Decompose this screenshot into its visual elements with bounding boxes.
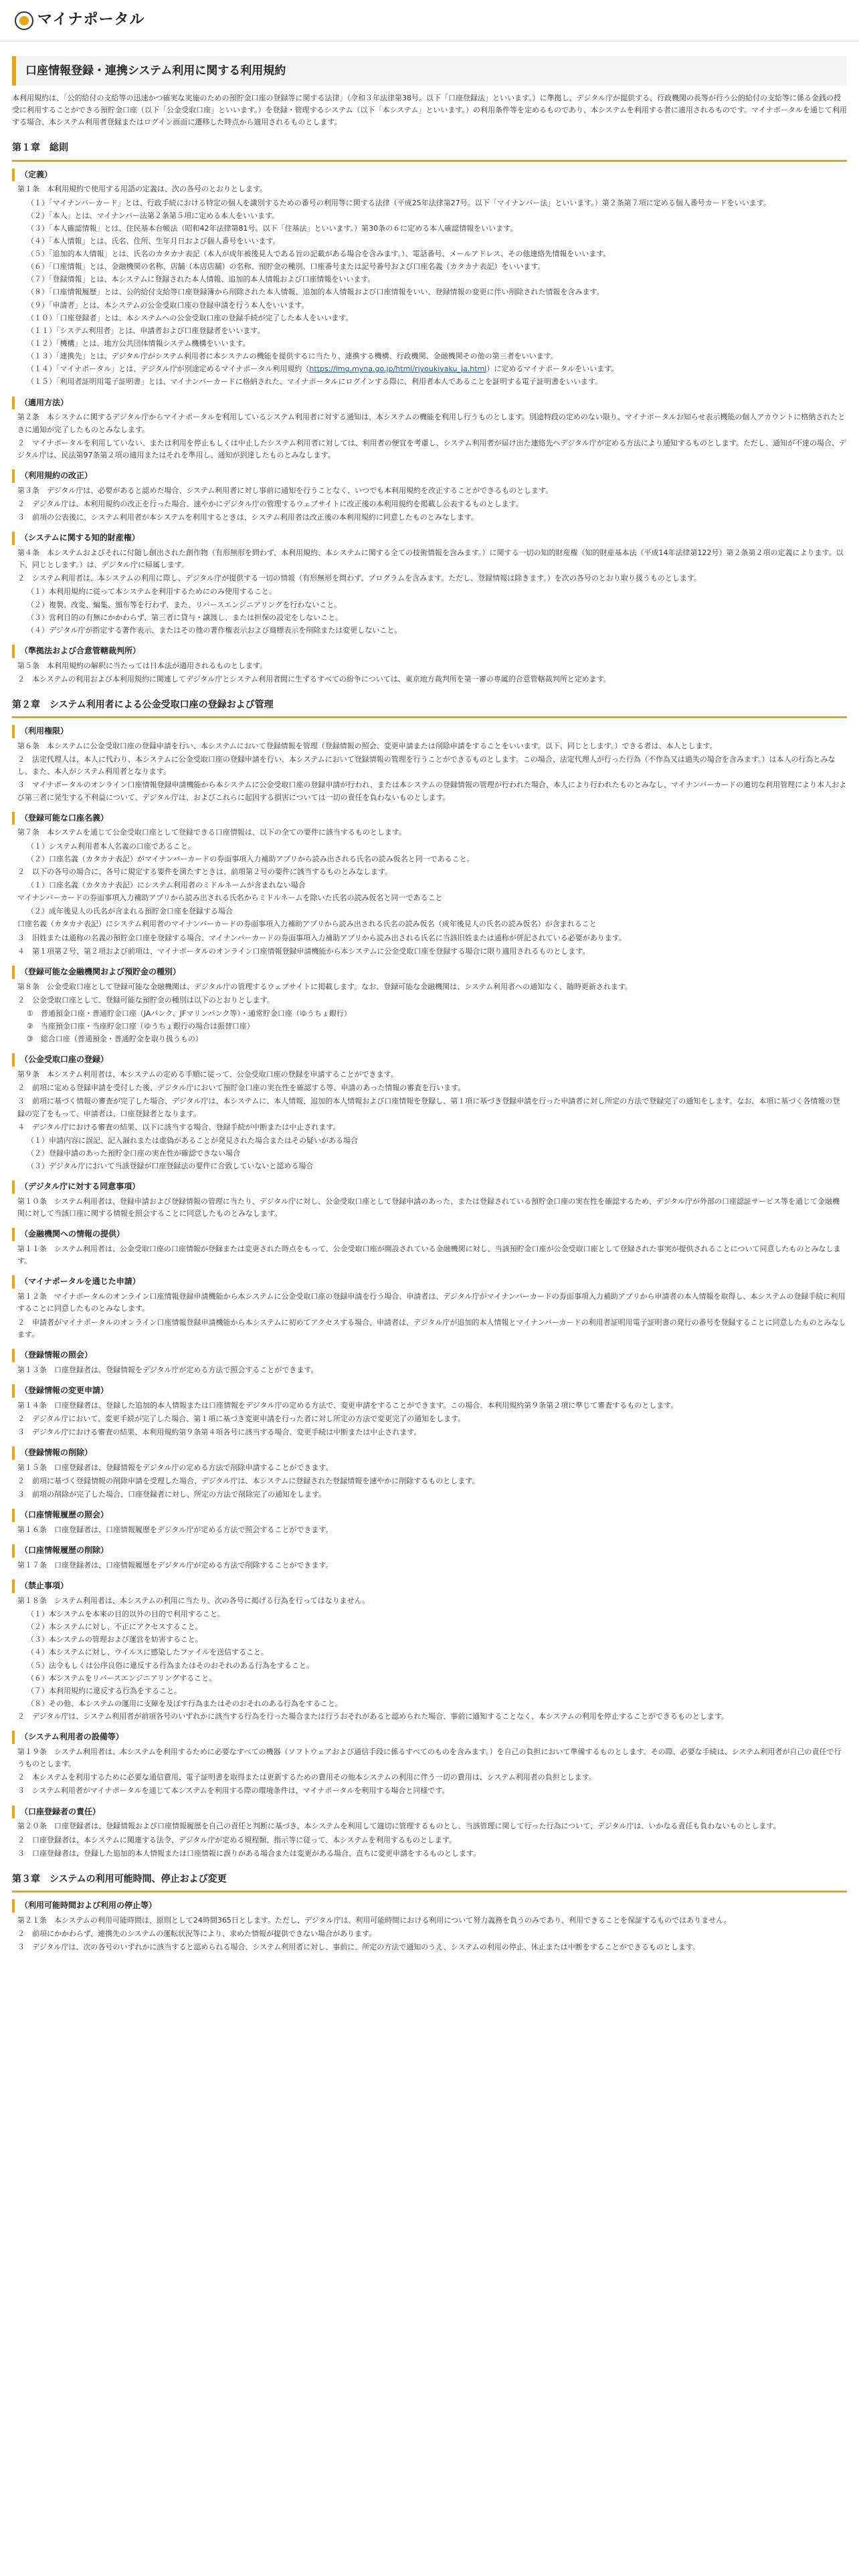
article-item: （１）「マイナンバーカード」とは、行政手続における特定の個人を識別するための番号の利用等に関する法律（平成25年法律第27号。以下「マイナンバー法」といいます。）第２条第７項に定める個人番号カードをいいます。	[27, 198, 771, 207]
article-paragraph: 第１２条 マイナポータルのオンライン口座情報登録申請機能から本システムに公金受取口座の登録申請を行う場合、申請者は、デジタル庁がマイナンバーカードの券面事項入力補助アプリから申請者の本人情報を取得し、本システムの登録手続に利用することに同意したものとみなします。	[17, 1292, 846, 1313]
article-heading: （デジタル庁に対する同意事項）	[12, 1180, 847, 1194]
article-paragraph: 口座名義（カタカナ表記）にシステム利用者のマイナンバーカードの券面事項入力補助アプリから読み出される氏名の読み仮名（成年後見人の氏名の読み仮名）が含まれること	[17, 920, 597, 929]
article-paragraph: 第１８条 システム利用者は、本システムの利用に当たり、次の各号に掲げる行為を行ってはなりません。	[17, 1596, 370, 1605]
article-item: （４）「本人情報」とは、氏名、住所、生年月日および個人番号をいいます。	[27, 236, 280, 245]
article-paragraph: 第１７条 口座登録者は、口座情報履歴をデジタル庁が定める方法で削除することができます。	[17, 1560, 333, 1570]
article-paragraph: ２ システム利用者は、本システムの利用に際し、デジタル庁が提供する一切の情報（有形無形を問わず、プログラムを含みます。ただし、登録情報は除きます。）を次の各号のとおり取り扱うものとします。	[17, 574, 702, 583]
article	[12, 645, 847, 685]
article-paragraph: 第１１条 システム利用者は、公金受取口座の口座情報が登録または変更された時点をもって、公金受取口座が開設されている金融機関に対し、当該預貯金口座が公金受取口座として登録された事実が提供されることについて同意したものとみなします。	[17, 1245, 841, 1266]
article-item: （４）デジタル庁が指定する著作表示、またはその他の著作権表示および商標表示を削除または変更しないこと。	[27, 625, 402, 635]
article-item: （１）本システムを本来の目的以外の目的で利用すること。	[27, 1609, 225, 1618]
article	[12, 1544, 847, 1572]
article-paragraph: ３ 口座登録者は、登録した追加的本人情報または口座情報に誤りがある場合または変更がある場合、直ちに変更申請をするものとします。	[17, 1848, 481, 1858]
article-item: （２）「本人」とは、マイナンバー法第２条第５項に定める本人をいいます。	[27, 211, 280, 220]
article-item: （４）本システムに対し、ウイルスに感染したファイルを送信すること。	[27, 1648, 269, 1657]
article-item: （１）口座名義（カタカナ表記）にシステム利用者のミドルネームが含まれない場合	[27, 881, 306, 889]
article-item: （３）「本人確認情報」とは、住民基本台帳法（昭和42年法律第81号。以下「住基法」といいます。）第30条の６に定める本人確認情報をいいます。	[27, 223, 518, 233]
article-item: （９）「申請者」とは、本システムの公金受取口座の登録申請を行う本人をいいます。	[27, 300, 309, 310]
article-paragraph: ２ 申請者がマイナポータルのオンライン口座情報登録申請機能から本システムに初めてアクセスする場合、申請者は、デジタル庁が追加的本人情報とマイナンバーカードの利用者証明用電子証明書の発行の番号を登録することに同意したものとみなします。	[17, 1317, 846, 1339]
article-heading: （システムに関する知的財産権）	[12, 532, 847, 545]
article-item: ② 当座預金口座・当座貯金口座（ゆうちょ銀行の場合は振替口座）	[27, 1022, 254, 1031]
article-heading: （利用権限）	[12, 725, 847, 738]
article-paragraph: 第１５条 口座登録者は、登録情報をデジタル庁の定める方法で削除申請することができます。	[17, 1463, 333, 1472]
article-item: （１）システム利用者本人名義の口座であること。	[27, 841, 195, 851]
article-paragraph: ３ 前項に基づく情報の審査が完了した場合、デジタル庁は、本システムに、本人情報、追加的本人情報および口座情報を登録し、第１項に基づき登録申請を行った申請者に対し所定の方法で登録完了の通知をします。なお、本項に基づく各情報の登録の完了をもって、申請者は、口座登録者となります。	[17, 1097, 840, 1118]
article-paragraph: 第１０条 システム利用者は、登録申請および登録情報の管理に当たり、デジタル庁に対し、公金受取口座として登録申請のあった、または登録されている預貯金口座の実在性を確認するため、デジタル庁が外部の口座認証サービス等を通じて金融機関に対して当該口座に関する情報を照会することに同意したものとみなします。	[17, 1197, 840, 1218]
article-paragraph: ２ デジタル庁は、本利用規約の改正を行った場合、速やかにデジタル庁の管理するウェブサイトに改正後の本利用規約を掲載し公表するものとします。	[17, 499, 523, 508]
article-item: （８）「口座情報履歴」とは、公的給付支給等口座登録簿から削除された本人情報、追加的本人情報および口座情報をいい、登録情報の変更に伴い削除された情報を含みます。	[27, 288, 604, 297]
article-heading: （口座登録者の責任）	[12, 1806, 847, 1819]
article-heading: （利用可能時間および利用の停止等）	[12, 1899, 847, 1913]
article-heading: （登録可能な口座名義）	[12, 812, 847, 825]
article-item: （７）本利用規約に違反する行為をすること。	[27, 1686, 181, 1695]
mynaportal-logo-icon[interactable]	[15, 11, 33, 30]
article-paragraph: 第１４条 口座登録者は、登録した追加的本人情報または口座情報をデジタル庁の定める方法で、変更申請をすることができます。この場合、本利用規約第９条第２項に準じて審査するものとします。	[17, 1400, 678, 1410]
article-item: （３）デジタル庁において当該登録が口座登録法の要件に合致していないと認める場合	[27, 1162, 314, 1171]
article-item: （５）「追加的本人情報」とは、氏名のカタカナ表記（本人が成年被後見人である旨の記載がある場合を含みます。）、電話番号、メールアドレス、その他連絡先情報をいいます。	[27, 249, 611, 259]
chapter-heading: 第１章 総則	[12, 140, 847, 161]
article-paragraph: 第３条 デジタル庁は、必要があると認めた場合、システム利用者に対し事前に通知を行うことなく、いつでも本利用規約を改正することができるものとします。	[17, 486, 553, 495]
article	[12, 1349, 847, 1376]
article-paragraph: ３ 前項の削除が完了した場合、口座登録者に対し、所定の方法で削除完了の通知をします。	[17, 1490, 326, 1499]
article-item: （１４）「マイナポータル」とは、デジタル庁が別途定めるマイナポータル利用規約（https://img.myna.go.jp/html/riyoukiyaku_ja.html）に定めるマイナポータルをいいます。	[27, 364, 619, 374]
article-paragraph: ２ 公金受取口座として、登録可能な預貯金の種別は以下のとおりとします。	[17, 995, 274, 1004]
article-item: （１３）「連携先」とは、デジタル庁がシステム利用者に本システムの機能を提供するに当たり、連携する機構、行政機関、金融機関その他の第三者をいいます。	[27, 352, 558, 361]
article-paragraph: ２ デジタル庁は、システム利用者が前項各号のいずれかに該当する行為を行った場合または行うおそれがあると認められた場合、事前に通知することなく、本システムの利用を停止することができるものとします。	[17, 1712, 729, 1721]
article-heading: （禁止事項）	[12, 1580, 847, 1593]
article-item: （５）法令もしくは公序良俗に違反する行為またはそのおそれのある行為をすること。	[27, 1660, 314, 1670]
article	[12, 1731, 847, 1797]
article-item: （２）登録申請のあった預貯金口座の実在性が確認できない場合	[27, 1148, 240, 1158]
article-item: （３）営利目的の有無にかかわらず、第三者に貸与・譲渡し、または担保の設定をしないこと。	[27, 613, 343, 622]
article-paragraph: 第２０条 口座登録者は、登録情報および口座情報履歴を自己の責任と判断に基づき、本システムを利用して適切に管理するものとし、当該管理に関して行った行為について、デジタル庁は、いかなる責任も負わないものとします。	[17, 1822, 781, 1831]
article-paragraph: ２ 前項に基づく登録情報の削除申請を受理した場合、デジタル庁は、本システムに登録された登録情報を速やかに削除するものとします。	[17, 1476, 480, 1485]
article	[12, 812, 847, 958]
article-heading: （システム利用者の設備等）	[12, 1731, 847, 1744]
article	[12, 1806, 847, 1860]
article-heading: （利用規約の改正）	[12, 469, 847, 483]
article-paragraph: ３ マイナポータルのオンライン口座情報登録申請機能から本システムに公金受取口座の登録申請が行われ、または本システムの登録情報の管理が行われた場合、本人により行われたものとみなし、マイナンバーカードの適切な利用管理により本人および第三者に発生する不利益について、デジタル庁は、およびこれらに起因する損害については一切の責任を負わないものとします。	[17, 780, 847, 802]
article-item: （１５）「利用者証明用電子証明書」とは、マイナンバーカードに格納された、マイナポータルにログインする際に、利用者本人であることを証明する電子証明書をいいます。	[27, 377, 603, 387]
article-paragraph: ２ 以下の各号の場合に、各号に規定する要件を満たすときは、前項第２号の要件に該当するものとみなします。	[17, 867, 393, 876]
terms-body	[12, 140, 847, 1953]
article-item: （２）本システムに対し、不正にアクセスすること。	[27, 1622, 203, 1632]
article-paragraph: 第９条 本システム利用者は、本システムの定める手順に従って、公金受取口座の登録を申請することができます。	[17, 1070, 398, 1079]
article	[12, 1228, 847, 1267]
article-paragraph: ３ システム利用者がマイナポータルを通じて本システムを利用する際の環境条件は、マイナポータルを利用する場合と同様です。	[17, 1786, 450, 1796]
article-paragraph: ２ マイナポータルを利用していない、または利用を停止もしくは中止したシステム利用者に対しては、利用者の便宜を考慮し、システム利用者が届け出た連絡先へデジタル庁が定める方法により通知するものとします。ただし、通知が不達の場合、デジタル庁は、民法第97条第２項の適用またはそれを準用し、通知が到達したものとみなします。	[17, 438, 847, 459]
article-heading: （マイナポータルを通じた申請）	[12, 1275, 847, 1289]
article-heading: （公金受取口座の登録）	[12, 1053, 847, 1067]
article-heading: （登録可能な金融機関および預貯金の種別）	[12, 966, 847, 979]
article-heading: （口座情報履歴の削除）	[12, 1544, 847, 1558]
article-paragraph: ３ 旧姓または通称の名義の預貯金口座を登録する場合、マイナンバーカードの券面事項入力補助アプリから読み出される氏名に当該旧姓または通称が併記されている必要があります。	[17, 933, 626, 942]
article-paragraph: ２ 前項に定める登録申請を受付した後、デジタル庁において預貯金口座の実在性を確認する等、申請のあった情報の審査を行います。	[17, 1083, 466, 1093]
article-item: （２）成年後見人の氏名が含まれる預貯金口座を登録する場合	[27, 907, 233, 916]
article	[12, 1580, 847, 1723]
article-paragraph: ３ デジタル庁は、次の各号のいずれかに該当すると認められる場合、システム利用者に対し、事前に、所定の方法で通知のうえ、システムの利用の停止、休止または中断をすることができるものとします。	[17, 1942, 700, 1951]
article-paragraph: ３ 前項の公表後に、システム利用者が本システムを利用するときは、システム利用者は改正後の本利用規約に同意したものとみなします。	[17, 513, 478, 522]
chapter-heading: 第２章 システム利用者による公金受取口座の登録および管理	[12, 697, 847, 718]
article-paragraph: 第１３条 口座登録者は、登録情報をデジタル庁が定める方法で照会することができます。	[17, 1365, 318, 1374]
article-item: ③ 総合口座（普通預金・普通貯金を取り扱うもの）	[27, 1035, 203, 1044]
article-paragraph: ２ 本システムの利用および本利用規約に関連してデジタル庁とシステム利用者間に生ずるすべての紛争については、東京地方裁判所を第一審の専属的合意管轄裁判所と定めます。	[17, 674, 611, 683]
article-paragraph: マイナンバーカードの券面事項入力補助アプリから読み出される氏名からミドルネームを除いた氏名の読み仮名と同一であること	[17, 893, 443, 903]
article-heading: （口座情報履歴の照会）	[12, 1509, 847, 1522]
article	[12, 1180, 847, 1220]
article	[12, 397, 847, 461]
article-item: （１２）「機構」とは、地方公共団体情報システム機構をいいます。	[27, 339, 250, 348]
article-paragraph: 第８条 公金受取口座として登録可能な金融機関は、デジタル庁の管理するウェブサイトに掲載します。なお、登録可能な金融機関は、システム利用者への通知なく、随時更新されます。	[17, 982, 633, 991]
article-paragraph: 第２１条 本システムの利用可能時間は、原則として24時間365日とします。ただし、デジタル庁は、利用可能時間における利用について努力義務を負うのみであり、利用できることを保証するものではありません。	[17, 1915, 731, 1925]
article-paragraph: ２ 口座登録者は、本システムに関連する法令、デジタル庁が定める規程類、指示等に従って、本システムを利用するものとします。	[17, 1835, 457, 1844]
article	[12, 169, 847, 389]
article-paragraph: ２ 本システムを利用するために必要な通信費用、電子証明書を取得または更新するための費用その他本システムの利用に伴う一切の費用は、システム利用者の負担とします。	[17, 1773, 596, 1782]
article	[12, 725, 847, 804]
article-heading: （金融機関への情報の提供）	[12, 1228, 847, 1241]
article	[12, 966, 847, 1046]
site-header	[0, 0, 859, 41]
article-item: （６）「口座情報」とは、金融機関の名称、店舗（本店店舗）の名称、預貯金の種別、口座番号または記号番号および口座名義（カタカナ表記）をいいます。	[27, 262, 545, 272]
article-paragraph: 第１６条 口座登録者は、口座情報履歴をデジタル庁が定める方法で照会することができます。	[17, 1525, 333, 1534]
article-paragraph: ３ デジタル庁における審査の結果、本利用規約第９条第４項各号に該当する場合、変更手続は中断または中止されます。	[17, 1427, 421, 1436]
article-paragraph: ２ 前項にかかわらず、連携先のシステムの運転状況等により、求めた情報が提供できない場合があります。	[17, 1929, 377, 1938]
article-paragraph: 第４条 本システムおよびそれに付随し創出された創作物（有形無形を問わず、本利用規約、本システムに関する全ての技術情報を含みます。）に関する一切の知的財産権（知的財産基本法（平成14年法律第122号）第２条第２項の定義によります。以下、同じとします。）は、デジタル庁に帰属します。	[17, 548, 844, 570]
article-paragraph: 第７条 本システムを通じて公金受取口座として登録できる口座情報は、以下の全ての要件に該当するものとします。	[17, 828, 407, 837]
article-heading: （登録情報の照会）	[12, 1349, 847, 1362]
article-heading: （適用方法）	[12, 397, 847, 410]
terms-link[interactable]: https://img.myna.go.jp/html/riyoukiyaku_ja.html	[309, 364, 487, 374]
article-item: （２）複製、改変、編集、頒布等を行わず、また、リバースエンジニアリングを行わないこと。	[27, 600, 342, 609]
article-item: （６）本システムをリバースエンジニアリングすること。	[27, 1673, 217, 1683]
article-heading: （登録情報の削除）	[12, 1446, 847, 1460]
article	[12, 1384, 847, 1438]
article-item: （１０）「口座登録者」とは、本システムへの公金受取口座の登録手続が完了した本人をいいます。	[27, 313, 353, 322]
article-item: （８）その他、本システムの運用に支障を及ぼす行為またはそのおそれのある行為をすること。	[27, 1699, 343, 1708]
article-paragraph: 第２条 本システムに関するデジタル庁からマイナポータルを利用しているシステム利用者に対する通知は、本システムの機能を利用し行うものとします。別途特段の定めのない限り、マイナポータルお知らせ表示機能の個人アカウントに格納されたときに通知が完了したものとみなします。	[17, 413, 846, 434]
article-item: （７）「登録情報」とは、本システムに登録された本人情報、追加的本人情報および口座情報をいいます。	[27, 275, 375, 284]
article-paragraph: ４ 第１項第２号、第２項および前項は、マイナポータルのオンライン口座情報登録申請機能から本システムに公金受取口座を登録する場合に限り適用されるものとします。	[17, 946, 590, 956]
article	[12, 1446, 847, 1501]
intro-paragraph: 本利用規約は、「公的給付の支給等の迅速かつ確実な実施のための預貯金口座の登録等に関する法律」（令和３年法律第38号。以下「口座登録法」といいます。）に準拠し、デジタル庁が提供する、行政機関の長等が行う公的給付の支給等に係る金銭の授受に利用することができる預貯金口座（以下「公金受取口座」といいます。）を登録・管理するシステム（以下「本システム」といいます。）の利用条件等を定めるものであり、本システムを利用する者に適用されるものです。マイナポータルを通じて利用する場合、本システム利用者登録またはログイン画面に遷移した時点から適用されるものとします。	[12, 94, 847, 127]
article	[12, 1053, 847, 1172]
article-item: ① 普通預金口座・普通貯金口座（JAバンク、JFマリンバンク等）・通常貯金口座（ゆうちょ銀行）	[27, 1008, 351, 1018]
article-paragraph: 第１９条 システム利用者は、本システムを利用するために必要なすべての機器（ソフトウェアおよび通信手段に係るすべてのものを含みます。）を自己の負担において準備するものとします。その際、必要な手続は、システム利用者が自己の責任で行うものとします。	[17, 1747, 842, 1769]
article-paragraph: 第５条 本利用規約の解釈に当たっては日本法が適用されるものとします。	[17, 661, 268, 670]
logo-text[interactable]: マイナポータル	[37, 11, 145, 29]
chapter-heading: 第３章 システムの利用可能時間、停止および変更	[12, 1872, 847, 1893]
article	[12, 1275, 847, 1340]
article-heading: （登録情報の変更申請）	[12, 1384, 847, 1398]
article-heading: （準拠法および合意管轄裁判所）	[12, 645, 847, 658]
article-item: （１）本利用規約に従って本システムを利用するためにのみ使用すること。	[27, 587, 276, 597]
article-paragraph: 第１条 本利用規約で使用する用語の定義は、次の各号のとおりとします。	[17, 185, 268, 194]
article-paragraph: ４ デジタル庁における審査の結果、以下に該当する場合、登録手続が中断または中止されます。	[17, 1122, 341, 1132]
article-paragraph: ２ 法定代理人は、本人に代わり、本システムに公金受取口座の登録申請を行い、本システムにおいて登録情報の管理を行うことができるものとします。この場合、法定代理人が行った行為（不作為又は過失の場合を含みます。）は本人の行為とみなし、また、本人がシステム利用者となります。	[17, 755, 836, 776]
article-paragraph: ２ デジタル庁において、変更手続が完了した場合、第１項に基づき変更申請を行った者に対し所定の方法で変更完了の通知をします。	[17, 1414, 466, 1423]
document-title: 口座情報登録・連携システム利用に関する利用規約	[12, 56, 847, 86]
article-item: （３）本システムの管理および運営を妨害すること。	[27, 1635, 203, 1644]
article	[12, 1899, 847, 1953]
article-item: （１１）「システム利用者」とは、申請者および口座登録者をいいます。	[27, 326, 265, 335]
article-heading: （定義）	[12, 169, 847, 182]
article	[12, 469, 847, 524]
article-item: （２）口座名義（カタカナ表記）がマイナンバーカードの券面事項入力補助アプリから読み出される氏名の読み仮名と同一であること。	[27, 854, 474, 863]
article	[12, 1509, 847, 1536]
article	[12, 532, 847, 637]
article-paragraph: 第６条 本システムに公金受取口座の登録申請を行い、本システムにおいて登録情報を管理（登録情報の照会、変更申請または削除申請をすることをいいます。以下、同じとします。）できる者は、本人とします。	[17, 741, 717, 750]
article-item: （１）申請内容に誤記、記入漏れまたは虚偽があることが発見された場合またはその疑いがある場合	[27, 1136, 358, 1145]
